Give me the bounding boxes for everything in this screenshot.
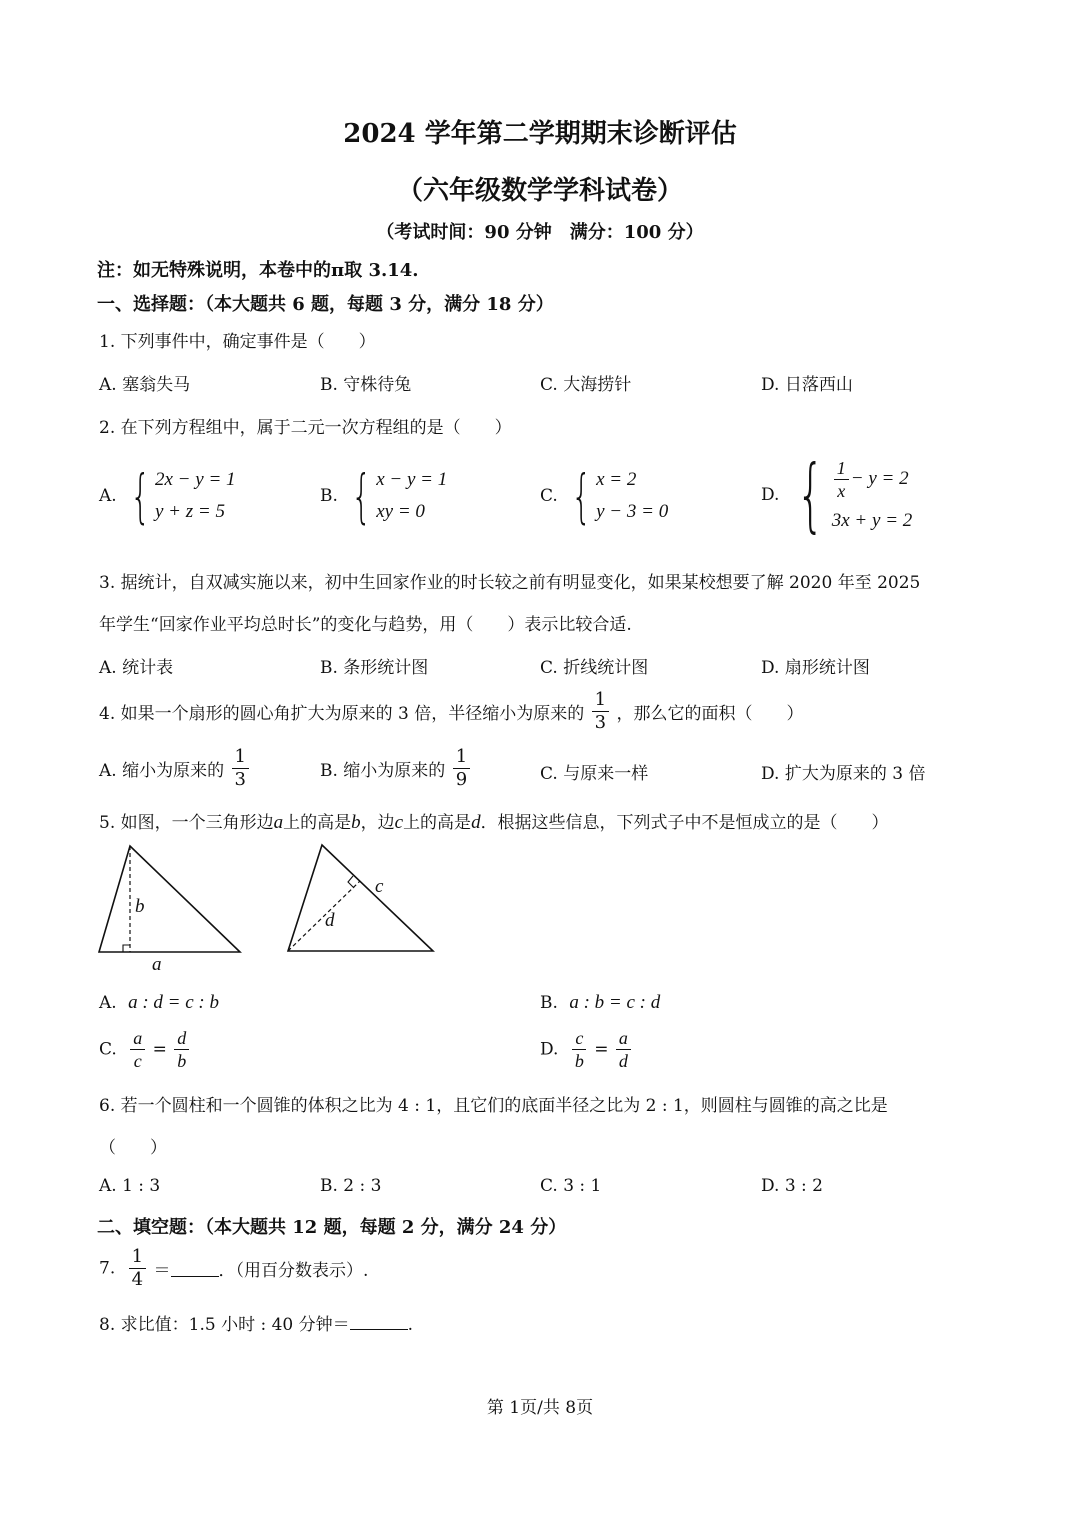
- q1-option-d: D. 日落西山: [761, 375, 853, 395]
- q6-option-a: A. 1 : 3: [99, 1176, 161, 1196]
- q5-triangle-figures: [90, 840, 450, 975]
- q3-option-c: C. 折线统计图: [540, 658, 649, 678]
- q5-s3: ，边: [360, 813, 395, 833]
- q5-d-frac1: [572, 1027, 587, 1072]
- pi-note: 注：如无特殊说明，本卷中的π取 3.14.: [97, 260, 419, 281]
- section1-heading: 一、选择题：（本大题共 6 题，每题 3 分，满分 18 分）: [97, 294, 554, 315]
- q4-a-num: 1: [232, 746, 249, 769]
- triangle-1-outline: [99, 846, 240, 952]
- q5-s1: 5. 如图，一个三角形边: [99, 813, 274, 833]
- q2-a-label: A.: [99, 486, 117, 506]
- q8-answer-blank[interactable]: [350, 1313, 408, 1330]
- q5-c-d1: c: [133, 1051, 142, 1071]
- exam-subtitle: （六年级数学学科试卷）: [396, 176, 683, 206]
- q2-d-eq1-rest: − y = 2: [850, 468, 909, 489]
- q5-s2: 上的高是: [283, 813, 352, 833]
- q1-option-b: B. 守株待兔: [320, 375, 412, 395]
- q4-stem-post: ，那么它的面积（ ）: [616, 704, 804, 724]
- q7-post: ．（用百分数表示）.: [218, 1261, 369, 1281]
- q2-a-eq1: 2x − y = 1: [155, 469, 236, 490]
- q5-option-b: [540, 992, 660, 1014]
- q2-a-eq2: y + z = 5: [155, 501, 225, 522]
- q2-stem: 2. 在下列方程组中，属于二元一次方程组的是（ ）: [99, 418, 512, 438]
- q6-option-b: B. 2 : 3: [320, 1176, 382, 1196]
- q3-line1: 3. 据统计，自双减实施以来，初中生回家作业的时长较之前有明显变化，如果某校想要了解 2020 年至 2025: [99, 573, 921, 593]
- q1-option-c: C. 大海捞针: [540, 375, 632, 395]
- q5-c-frac1: [130, 1027, 145, 1072]
- q5-d-frac2: [616, 1027, 631, 1072]
- q4-b-num: 1: [453, 746, 470, 769]
- q7: 7. $\frac{1}{4}$ ＝ ．（用百分数表示）.: [99, 1246, 369, 1290]
- label-a: a: [152, 954, 162, 975]
- q5-d-d1: b: [574, 1051, 584, 1071]
- triangle-2: [288, 845, 433, 951]
- q2-option-d: [761, 448, 913, 541]
- q1-option-a: A. 塞翁失马: [99, 375, 191, 395]
- q6-option-d: D. 3 : 2: [761, 1176, 823, 1196]
- q4-b-den: 9: [455, 769, 468, 790]
- q5-d-n1: c: [572, 1027, 586, 1050]
- q2-c-eq2: y − 3 = 0: [596, 501, 669, 522]
- q4-b-text: B. 缩小为原来的: [320, 761, 446, 781]
- q5-var-a: a: [273, 812, 284, 833]
- exam-title: 2024 学年第二学期期末诊断评估: [343, 119, 737, 149]
- q5-option-c: [99, 1027, 191, 1072]
- q6-line2: （ ）: [99, 1138, 167, 1158]
- q2-c-label: C.: [540, 486, 558, 506]
- q2-b-label: B.: [320, 486, 338, 506]
- q4-fraction: [592, 689, 609, 734]
- q4-option-a: [99, 746, 251, 791]
- page-number: 第 1页/共 8页: [486, 1398, 594, 1418]
- q7-answer-blank[interactable]: [171, 1260, 219, 1277]
- q5-a-label: A.: [99, 993, 117, 1013]
- section2-heading: 二、填空题：（本大题共 12 题，每题 2 分，满分 24 分）: [97, 1217, 567, 1238]
- q5-option-a: [99, 992, 219, 1014]
- q5-c-frac2: [174, 1027, 189, 1072]
- q5-d-d2: d: [618, 1051, 628, 1071]
- q5-c-eq: =: [152, 1039, 167, 1060]
- q4-option-b: [320, 746, 472, 791]
- q5-stem: [99, 808, 889, 834]
- q2-c-system: [563, 464, 668, 528]
- q5-c-n1: a: [130, 1027, 145, 1050]
- right-angle-mark-1: [123, 945, 130, 952]
- label-c: c: [375, 876, 384, 897]
- q8: [99, 1310, 413, 1335]
- triangle-2-outline: [288, 845, 433, 951]
- q4-option-d: D. 扩大为原来的 3 倍: [761, 764, 926, 784]
- q7-den: 4: [131, 1269, 144, 1290]
- q4-a-fraction: [232, 746, 249, 791]
- brace-icon: {: [796, 448, 825, 541]
- q2-option-b: [320, 464, 447, 528]
- label-d: d: [325, 910, 335, 931]
- q5-c-d2: b: [177, 1051, 187, 1071]
- q7-fraction: [129, 1246, 146, 1291]
- q5-c-label: C.: [99, 1039, 117, 1060]
- q8-post: .: [407, 1315, 414, 1335]
- q3-line2: 年学生“回家作业平均总时长”的变化与趋势，用（ ）表示比较合适.: [99, 615, 632, 635]
- q5-s4: 上的高是: [403, 813, 472, 833]
- q5-b-expr: a : b = c : d: [569, 992, 661, 1013]
- q4-option-c: C. 与原来一样: [540, 764, 649, 784]
- q4-frac-num: 1: [592, 689, 609, 712]
- q5-b-label: B.: [540, 993, 558, 1013]
- right-angle-mark-2: [348, 876, 354, 888]
- q3-option-a: A. 统计表: [99, 658, 174, 678]
- q5-option-d: [540, 1027, 633, 1072]
- brace-icon: {: [130, 462, 151, 530]
- q5-d-n2: a: [616, 1027, 631, 1050]
- q5-var-b: b: [351, 812, 361, 833]
- q2-d-eq2: 3x + y = 2: [831, 509, 913, 531]
- exam-info: （考试时间：90 分钟 满分：100 分）: [376, 222, 704, 243]
- q4-a-den: 3: [234, 769, 246, 790]
- triangle-1: [99, 846, 240, 952]
- q2-a-system: [122, 464, 235, 528]
- q5-var-d: d: [471, 812, 481, 833]
- q6-option-c: C. 3 : 1: [540, 1176, 602, 1196]
- q6-line1: 6. 若一个圆柱和一个圆锥的体积之比为 4 : 1，且它们的底面半径之比为 2 : 1，则圆柱与圆锥的高之比是: [99, 1096, 888, 1116]
- q5-a-expr: a : d = c : b: [128, 992, 220, 1013]
- q3-option-b: B. 条形统计图: [320, 658, 429, 678]
- q8-pre: 8. 求比值：1.5 小时 : 40 分钟＝: [99, 1315, 350, 1335]
- q2-c-eq1: x = 2: [596, 469, 637, 490]
- q3-option-d: D. 扇形统计图: [761, 658, 870, 678]
- q4-stem: [99, 689, 804, 734]
- q5-d-eq: =: [594, 1039, 609, 1060]
- q2-d-frac-den: x: [837, 480, 846, 501]
- q5-s5: ．根据这些信息，下列式子中不是恒成立的是（ ）: [480, 813, 889, 833]
- q4-stem-pre: 4. 如果一个扇形的圆心角扩大为原来的 3 倍，半径缩小为原来的: [99, 704, 585, 724]
- q1-stem: 1. 下列事件中，确定事件是（ ）: [99, 332, 376, 352]
- q4-a-text: A. 缩小为原来的: [99, 761, 225, 781]
- label-b: b: [135, 896, 145, 917]
- q7-label: 7.: [99, 1258, 116, 1279]
- q2-b-eq2: xy = 0: [376, 501, 425, 522]
- q5-d-label: D.: [540, 1039, 559, 1060]
- q2-option-c: [540, 464, 668, 528]
- brace-icon: {: [571, 462, 592, 530]
- q2-b-eq1: x − y = 1: [376, 469, 448, 490]
- q4-frac-den: 3: [594, 712, 607, 733]
- q2-d-label: D.: [761, 485, 780, 505]
- q5-c-n2: d: [174, 1027, 189, 1050]
- q5-var-c: c: [394, 812, 404, 833]
- q4-b-fraction: [453, 746, 470, 791]
- q2-d-fraction: [834, 457, 849, 502]
- q2-d-frac-num: 1: [834, 457, 849, 480]
- q2-b-system: [343, 464, 447, 528]
- brace-icon: {: [351, 462, 372, 530]
- q7-num: 1: [129, 1246, 146, 1269]
- q2-option-a: [99, 464, 236, 528]
- q2-d-system: [785, 448, 913, 541]
